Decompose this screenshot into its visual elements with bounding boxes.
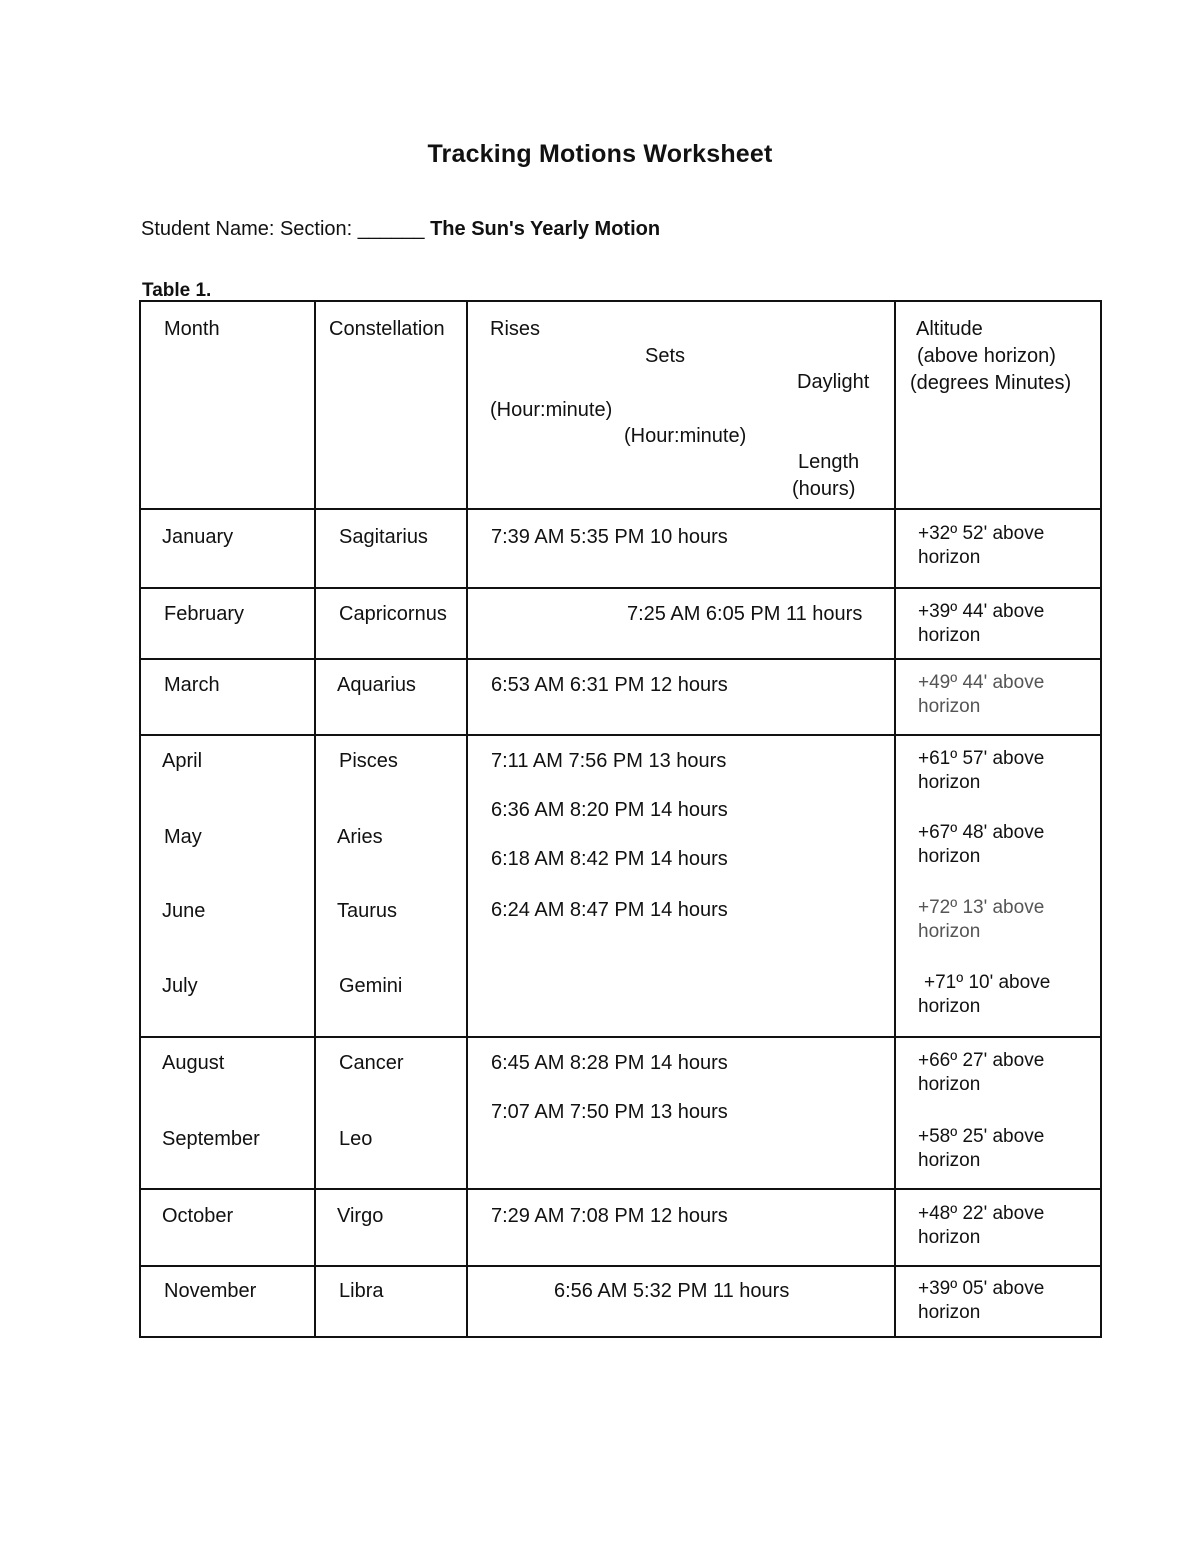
- constellation-label: Taurus: [337, 900, 398, 922]
- constellation-label: Sagitarius: [339, 526, 428, 548]
- rise-set-daylight: 6:36 AM 8:20 PM 14 hours: [491, 799, 728, 821]
- times-cell: [467, 509, 895, 588]
- month-label: October: [162, 1205, 234, 1227]
- month-cell: [140, 735, 315, 1037]
- month-cell: [140, 1189, 315, 1266]
- altitude-cell: [895, 1189, 1101, 1266]
- month-label: June: [162, 900, 206, 922]
- month-label: May: [164, 826, 202, 848]
- altitude-value: +48º 22' above: [918, 1203, 1045, 1224]
- header-altitude-cell: [895, 301, 1101, 509]
- month-label: January: [162, 526, 234, 548]
- altitude-value: +39º 44' above: [918, 601, 1045, 622]
- rise-set-daylight: 7:29 AM 7:08 PM 12 hours: [491, 1205, 728, 1227]
- header-length-unit: (hours): [792, 478, 856, 500]
- altitude-value: +61º 57' above: [918, 748, 1045, 769]
- constellation-cell: [315, 1189, 467, 1266]
- month-cell: [140, 1037, 315, 1189]
- altitude-value: +72º 13' above: [918, 897, 1045, 918]
- table-row-group: [140, 1037, 1101, 1189]
- header-rises: Rises: [490, 318, 541, 340]
- altitude-value: +32º 52' above: [918, 523, 1045, 544]
- rise-set-daylight: 6:24 AM 8:47 PM 14 hours: [491, 899, 728, 921]
- table-row: [140, 1189, 1101, 1266]
- altitude-horizon: horizon: [918, 846, 981, 867]
- altitude-horizon: horizon: [918, 996, 981, 1017]
- constellation-label: Virgo: [337, 1205, 384, 1227]
- month-label: August: [162, 1052, 225, 1074]
- altitude-horizon: horizon: [918, 1074, 981, 1095]
- rise-set-daylight: 7:07 AM 7:50 PM 13 hours: [491, 1101, 728, 1123]
- student-name-section-field[interactable]: Student Name: Section: ______: [141, 218, 425, 240]
- constellation-cell: [315, 509, 467, 588]
- constellation-label: Leo: [339, 1128, 373, 1150]
- rise-set-daylight: 7:39 AM 5:35 PM 10 hours: [491, 526, 728, 548]
- constellation-cell: [315, 659, 467, 735]
- altitude-value: +67º 48' above: [918, 822, 1045, 843]
- table-row: [140, 1266, 1101, 1337]
- constellation-cell: [315, 588, 467, 659]
- header-rises-unit: (Hour:minute): [490, 399, 613, 421]
- altitude-value: +49º 44' above: [918, 672, 1045, 693]
- month-cell: [140, 1266, 315, 1337]
- month-label: April: [162, 750, 203, 772]
- constellation-cell: [315, 735, 467, 1037]
- constellation-label: Capricornus: [339, 603, 447, 625]
- times-cell: [467, 1266, 895, 1337]
- header-constellation: Constellation: [329, 318, 445, 340]
- altitude-value: +58º 25' above: [918, 1126, 1045, 1147]
- rise-set-daylight: 6:53 AM 6:31 PM 12 hours: [491, 674, 728, 696]
- month-label: March: [164, 674, 220, 696]
- table-row: [140, 509, 1101, 588]
- times-cell: [467, 1037, 895, 1189]
- rise-set-daylight: 6:18 AM 8:42 PM 14 hours: [491, 848, 728, 870]
- table-row: [140, 659, 1101, 735]
- altitude-horizon: horizon: [918, 625, 981, 646]
- month-label: July: [162, 975, 198, 997]
- month-cell: [140, 509, 315, 588]
- altitude-value: +39º 05' above: [918, 1278, 1045, 1299]
- month-cell: [140, 588, 315, 659]
- header-constellation-cell: [315, 301, 467, 509]
- altitude-horizon: horizon: [918, 921, 981, 942]
- month-label: November: [164, 1280, 257, 1302]
- altitude-horizon: horizon: [918, 696, 981, 717]
- rise-set-daylight: 7:25 AM 6:05 PM 11 hours: [627, 603, 863, 625]
- header-daylight: Daylight: [797, 371, 870, 393]
- sun-motion-table: [139, 300, 1102, 1338]
- altitude-horizon: horizon: [918, 1302, 981, 1323]
- constellation-label: Aquarius: [337, 674, 416, 696]
- altitude-horizon: horizon: [918, 772, 981, 793]
- altitude-cell: [895, 735, 1101, 1037]
- constellation-cell: [315, 1037, 467, 1189]
- times-cell: [467, 1189, 895, 1266]
- month-label: February: [164, 603, 245, 625]
- rise-set-daylight: 6:56 AM 5:32 PM 11 hours: [554, 1280, 790, 1302]
- altitude-cell: [895, 659, 1101, 735]
- header-month-cell: [140, 301, 315, 509]
- header-altitude-sub2: (degrees Minutes): [910, 372, 1072, 394]
- constellation-label: Pisces: [339, 750, 398, 772]
- constellation-label: Aries: [337, 826, 383, 848]
- altitude-cell: [895, 1037, 1101, 1189]
- page-title: Tracking Motions Worksheet: [427, 140, 773, 168]
- times-cell: [467, 659, 895, 735]
- altitude-cell: [895, 588, 1101, 659]
- table-row: [140, 588, 1101, 659]
- header-altitude: Altitude: [916, 318, 983, 340]
- constellation-label: Gemini: [339, 975, 403, 997]
- altitude-horizon: horizon: [918, 1150, 981, 1171]
- constellation-label: Libra: [339, 1280, 384, 1302]
- header-altitude-sub1: (above horizon): [917, 345, 1056, 367]
- month-label: September: [162, 1128, 260, 1150]
- altitude-value: +66º 27' above: [918, 1050, 1045, 1071]
- constellation-label: Cancer: [339, 1052, 404, 1074]
- altitude-horizon: horizon: [918, 547, 981, 568]
- altitude-value: +71º 10' above: [924, 972, 1051, 993]
- rise-set-daylight: 7:11 AM 7:56 PM 13 hours: [491, 750, 727, 772]
- altitude-horizon: horizon: [918, 1227, 981, 1248]
- header-times-cell: [467, 301, 895, 509]
- altitude-cell: [895, 1266, 1101, 1337]
- header-sets-unit: (Hour:minute): [624, 425, 747, 447]
- times-cell: [467, 588, 895, 659]
- header-month: Month: [164, 318, 220, 340]
- rise-set-daylight: 6:45 AM 8:28 PM 14 hours: [491, 1052, 728, 1074]
- constellation-cell: [315, 1266, 467, 1337]
- section-heading: The Sun's Yearly Motion: [430, 218, 661, 240]
- month-cell: [140, 659, 315, 735]
- table-label: Table 1.: [142, 280, 212, 301]
- student-line: [141, 218, 660, 241]
- header-row: [140, 301, 1101, 509]
- header-sets: Sets: [645, 345, 686, 367]
- table-row-group: [140, 735, 1101, 1037]
- altitude-cell: [895, 509, 1101, 588]
- times-cell: [467, 735, 895, 1037]
- header-length: Length: [798, 451, 860, 473]
